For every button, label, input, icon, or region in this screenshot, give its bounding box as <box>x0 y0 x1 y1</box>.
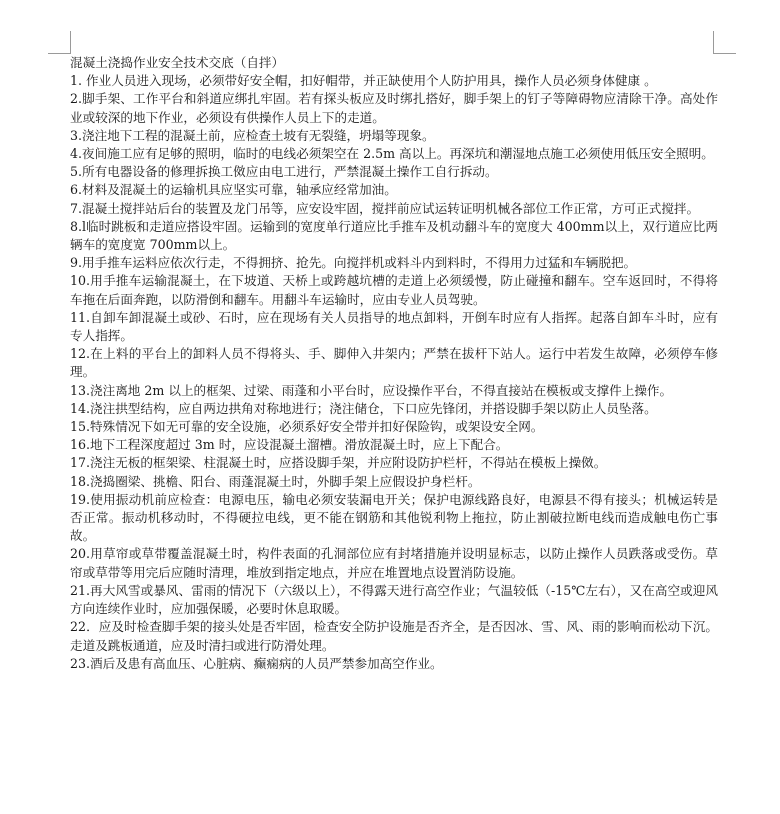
paragraph-6: 6.材料及混凝土的运输机具应坚实可靠，轴承应经常加油。 <box>70 182 397 198</box>
paragraph-7: 7.混凝土搅拌站后台的装置及龙门吊等，应安设牢固，搅拌前应试运转证明机械各部位工作正常，方可正式搅拌。 <box>70 200 700 216</box>
paragraph-23: 23.酒后及患有高血压、心脏病、癫痫病的人员严禁参加高空作业。 <box>70 655 443 671</box>
paragraph-3: 3.浇注地下工程的混凝土前，应检查土坡有无裂缝，坍塌等现象。 <box>70 127 435 143</box>
paragraph-10: 10.用手推车运输混凝土，在下坡道、天桥上或跨越坑槽的走道上必须缓慢，防止碰撞和翻车。空车返回时，不得将车拖在后面奔跑，以防滑倒和翻车。用翻斗车运输时，应由专业人员驾驶。 <box>70 273 718 307</box>
paragraph-20: 20.用草帘或草带覆盖混凝土时，构件表面的孔洞部位应有封堵措施并设明显标志，以防止操作人员跌落或受伤。草帘或草带等用完后应随时清理，堆放到指定地点，并应在堆置地点设置消防设施。 <box>70 546 718 580</box>
paragraph-8: 8.l临时跳板和走道应搭设牢固。运输到的宽度单行道应比手推车及机动翻斗车的宽度大 400mm以上，双行道应比两辆车的宽度宽 700mm以上。 <box>70 218 718 253</box>
paragraph-1: 1. 作业人员进入现场，必须带好安全帽，扣好帽带，并正缺使用个人防护用具，操作人员必须身体健康 。 <box>70 73 657 89</box>
top-right-margin-mark <box>713 31 736 54</box>
paragraph-4: 4.夜间施工应有足够的照明，临时的电线必须架空在 2.5m 高以上。再深坑和潮湿地点施工必须使用低压安全照明。 <box>70 146 714 162</box>
paragraph-11: 11.自卸车卸混凝土或砂、石时，应在现场有关人员指导的地点卸料，开倒车时应有人指挥。起落自卸车斗时，应有专人指挥。 <box>70 309 718 344</box>
top-left-margin-mark <box>48 31 71 54</box>
paragraph-22: 22．应及时检查脚手架的接头处是否牢固，检查安全防护设施是否齐全，是否因冰、雪、风、雨的影响而松动下沉。走道及跳板通道，应及时清扫或进行防滑处理。 <box>70 619 718 653</box>
paragraph-15: 15.特殊情况下如无可靠的安全设施，必须系好安全带并扣好保险钩，或架设安全网。 <box>70 419 544 435</box>
paragraph-12: 12.在上料的平台上的卸料人员不得将头、手、脚伸入井架内；严禁在拔杆下站人。运行中若发生故障，必须停车修理。 <box>70 346 718 380</box>
paragraph-19: 19.使用振动机前应检查：电源电压，输电必须安装漏电开关；保护电源线路良好，电源县不得有接头；机械运转是否正常。振动机移动时，不得硬拉电线，更不能在钢筋和其他锐利物上拖拉，防止割破拉断电线而造成触电伤亡事故。 <box>70 491 718 544</box>
paragraph-17: 17.浇注无板的框架梁、柱混凝土时，应搭设脚手架，并应附设防护栏杆，不得站在模板上操傚。 <box>70 455 607 471</box>
paragraph-21: 21.再大风雪或暴风、雷雨的情况下（六级以上），不得露天进行高空作业；气温较低（-15℃左右），又在高空或迎风方向连续作业时，应加强保暖，必要时休息取暖。 <box>70 582 718 617</box>
paragraph-14: 14.浇注拱型结构，应自两边拱角对称地进行；浇注储仓，下口应先锋闭，并搭设脚手架以防止人员坠落。 <box>70 400 657 416</box>
paragraph-2: 2.脚手架、工作平台和斜道应绑扎牢固。若有探头板应及时绑扎搭好，脚手架上的钉子等障碍物应清除干净。高处作业或较深的地下作业，必须设有供操作人员上下的走道。 <box>70 91 718 125</box>
paragraph-18: 18.浇捣圈梁、挑檐、阳台、雨蓬混凝土时，外脚手架上应假设护身栏杆。 <box>70 473 481 489</box>
paragraph-13: 13.浇注离地 2m 以上的框架、过梁、雨蓬和小平台时，应设操作平台，不得直接站在模板或支撑件上操作。 <box>70 382 673 398</box>
paragraph-9: 9.用手推车运料应依次行走，不得拥挤、抢先。向搅拌机或料斗内到料时，不得用力过猛和车辆脱把。 <box>70 255 637 271</box>
document-body[interactable] <box>70 54 718 673</box>
paragraph-16: 16.地下工程深度超过 3m 时，应设混凝土溜槽。滑放混凝土时，应上下配合。 <box>70 437 509 453</box>
paragraph-5: 5.所有电器设备的修理拆换工傚应由电工进行，严禁混凝土操作工自行拆动。 <box>70 164 498 180</box>
document-title: 混凝土浇捣作业安全技术交底（自拌） <box>70 55 285 70</box>
